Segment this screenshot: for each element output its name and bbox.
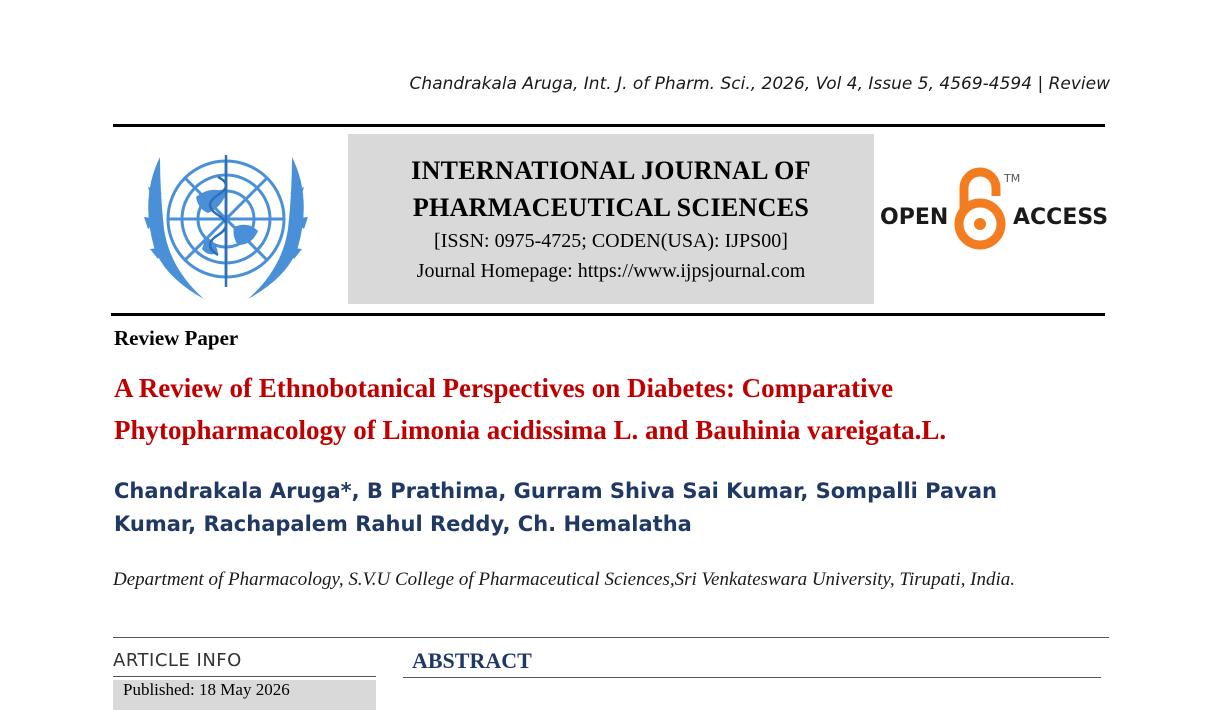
citation-line: Chandrakala Aruga, Int. J. of Pharm. Sci., 2026, Vol 4, Issue 5, 4569-4594 | Review xyxy=(409,74,1110,94)
abstract-heading: ABSTRACT xyxy=(412,648,532,673)
abstract-rule xyxy=(403,677,1101,678)
trademark-text: TM xyxy=(1004,172,1021,185)
open-access-logo xyxy=(880,166,1108,256)
open-lock-icon xyxy=(959,172,1001,245)
paper-title: A Review of Ethnobotanical Perspectives on Diabetes: Comparative Phytopharmacology of Limonia acidissima L. and Bauhinia vareigata.L. xyxy=(114,373,947,445)
header-bottom-rule xyxy=(111,313,1105,316)
article-info-heading: ARTICLE INFO xyxy=(113,650,242,671)
journal-title-line1: INTERNATIONAL JOURNAL OF xyxy=(411,156,811,185)
open-access-access-text: ACCESS xyxy=(1013,205,1108,230)
paper-affiliation: Department of Pharmacology, S.V.U College of Pharmaceutical Sciences,Sri Venkateswara University, Tirupati, India. xyxy=(113,569,1016,590)
journal-title-line2: PHARMACEUTICAL SCIENCES xyxy=(412,193,810,222)
header-top-rule xyxy=(113,124,1105,127)
journal-issn: [ISSN: 0975-4725; CODEN(USA): IJPS00] xyxy=(434,230,788,252)
paper-authors: Chandrakala Aruga*, B Prathima, Gurram Shiva Sai Kumar, Sompalli Pavan Kumar, Rachapalem Rahul Reddy, Ch. Hemalatha xyxy=(114,479,997,536)
published-date: Published: 18 May 2026 xyxy=(113,680,376,710)
paper-type: Review Paper xyxy=(114,326,239,350)
section-divider xyxy=(113,637,1109,638)
journal-homepage[interactable]: Journal Homepage: https://www.ijpsjournal.com xyxy=(416,260,806,282)
article-info-rule xyxy=(113,676,376,677)
un-emblem-logo xyxy=(126,137,326,307)
journal-header-box xyxy=(348,134,874,304)
open-access-open-text: OPEN xyxy=(880,205,949,230)
